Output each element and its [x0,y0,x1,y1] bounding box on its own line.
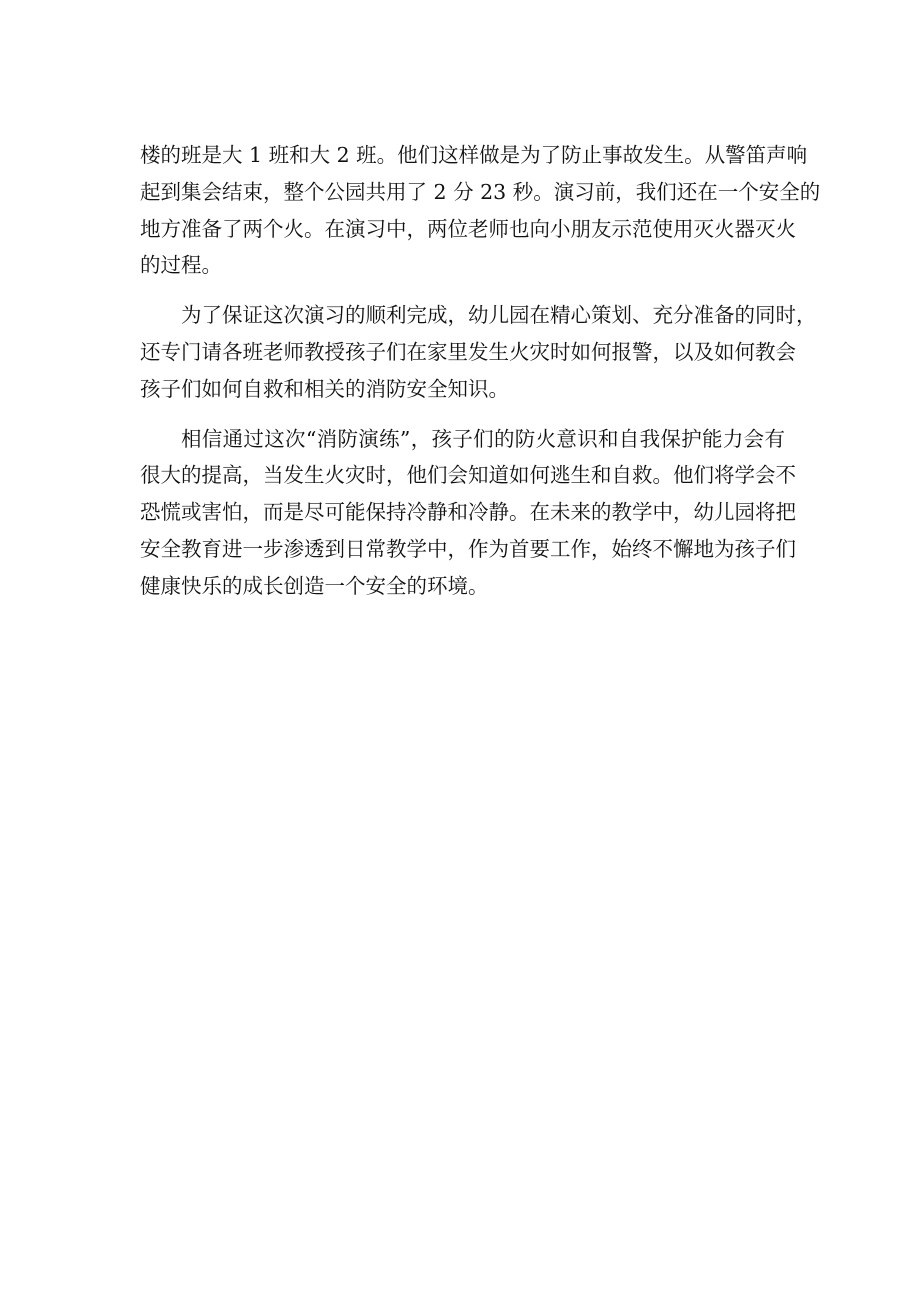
paragraph-line: 安全教育进一步渗透到日常教学中，作为首要工作，始终不懈地为孩子们 [140,536,796,561]
document-body [140,137,821,605]
paragraph-line: 孩子们如何自救和相关的消防安全知识。 [140,376,509,401]
paragraph-line: 还专门请各班老师教授孩子们在家里发生火灾时如何报警，以及如何教会 [140,339,796,364]
paragraph-line: 健康快乐的成长创造一个安全的环境。 [140,573,489,598]
paragraph-3 [140,421,796,605]
paragraph-line: 为了保证这次演习的顺利完成，幼儿园在精心策划、充分准备的同时， [181,303,817,328]
paragraph-2 [140,297,817,407]
paragraph-1 [140,137,821,284]
paragraph-line: 的过程。 [140,253,222,278]
paragraph-line: 起到集会结束，整个公园共用了 2 分 23 秒。演习前，我们还在一个安全的 [140,179,821,204]
paragraph-line: 很大的提高，当发生火灾时，他们会知道如何逃生和自救。他们将学会不 [140,463,796,488]
paragraph-line: 恐慌或害怕，而是尽可能保持冷静和冷静。在未来的教学中，幼儿园将把 [140,500,796,525]
paragraph-line: 楼的班是大 1 班和大 2 班。他们这样做是为了防止事故发生。从警笛声响 [140,143,808,167]
paragraph-spacer [140,408,785,421]
paragraph-spacer [140,284,785,297]
paragraph-line: 相信通过这次“消防演练”，孩子们的防火意识和自我保护能力会有 [181,426,785,451]
paragraph-line: 地方准备了两个火。在演习中，两位老师也向小朋友示范使用灭火器灭火 [140,216,796,241]
